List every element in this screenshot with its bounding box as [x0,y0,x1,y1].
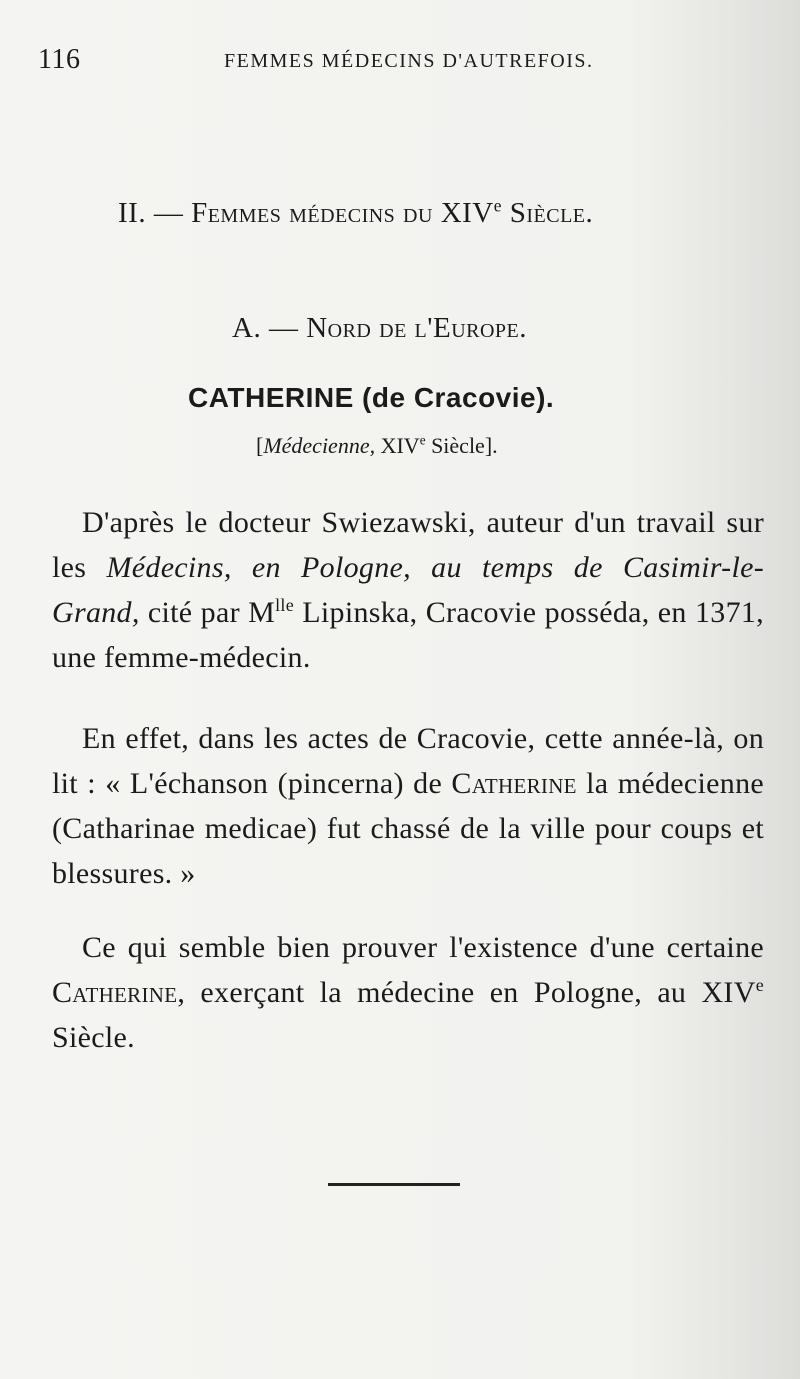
entry-name: CATHERINE (de Cracovie). [188,382,555,413]
paragraph-1-sup: lle [275,595,295,615]
paragraph-3-part-5: Siècle. [52,1021,135,1054]
paragraph-2 [52,716,764,896]
entry-century-sup: e [419,432,426,448]
paragraph-3-sup: e [755,975,764,995]
section-dash: — [153,197,184,229]
section-divider-rule [328,1183,460,1186]
section-title: Femmes médecins du XIV [191,197,494,229]
sub-heading-title: Nord de l'Europe. [306,312,528,344]
paragraph-3-part-1: Ce qui semble bien prouver l'existence d'une certaine [82,931,764,964]
paragraph-1-part-3: cité par M [139,596,276,629]
entry-role: Médecienne, [263,433,376,458]
sub-heading-letter: A. [232,312,262,344]
paragraph-3-part-3: , exerçant la médecine en Pologne, au XIV [177,976,756,1009]
sub-heading [232,312,652,345]
section-title-end: Siècle. [509,197,594,229]
running-title: FEMMES MÉDECINS D'AUTREFOIS. [224,50,594,72]
paragraph-3 [52,925,764,1060]
running-head [38,40,738,80]
entry-century: XIV [380,433,420,458]
page-number: 116 [38,44,81,75]
section-title-sup: e [493,195,502,216]
paragraph-2-text [52,716,764,896]
paragraph-1-part-1: D'après le docteur Swiezawski, auteur d'un travail sur les [52,506,764,584]
entry-bracket-open: [ [256,433,264,458]
paragraph-3-name: Catherine [52,976,178,1009]
paragraph-3-text [52,925,764,1060]
paragraph-1 [52,500,764,680]
section-number: II. [118,197,147,229]
entry-subtitle [256,433,616,459]
paragraph-1-part-5: Lipinska, Cracovie posséda, en 1371, une femme-médecin. [52,596,764,674]
paragraph-1-text [52,500,764,680]
paragraph-1-book-title: Médecins, en Pologne, au temps de Casimir-le-Grand, [52,551,764,629]
paragraph-2-name: Catherine [451,767,577,800]
paragraph-2-part-3: la médecienne (Catharinae medicae) fut chassé de la ville pour coups et blessures. » [52,767,764,890]
paragraph-2-part-1: En effet, dans les actes de Cracovie, cette année-là, on lit : « L'échanson (pincerna) de [52,722,764,800]
entry-century-end: Siècle]. [431,433,498,458]
sub-heading-dash: — [268,312,299,344]
section-heading [118,197,718,230]
